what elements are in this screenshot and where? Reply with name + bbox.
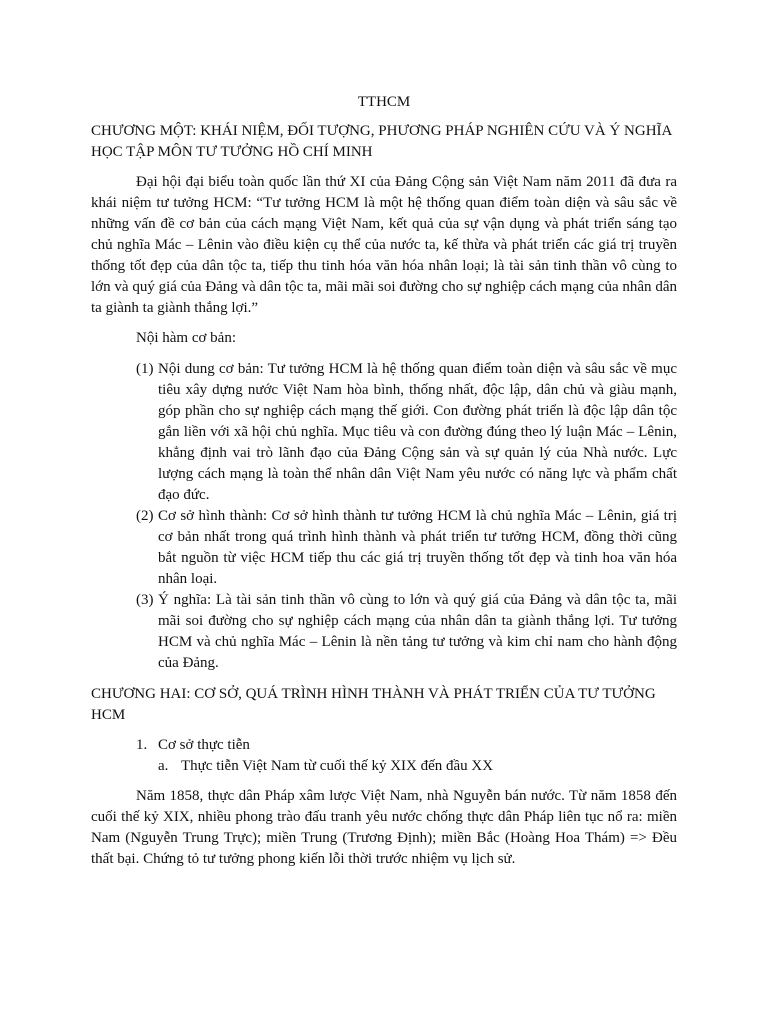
numbered-list <box>91 359 677 674</box>
list-item <box>91 506 677 590</box>
list-item-text: Cơ sở hình thành: Cơ sở hình thành tư tưởng HCM là chủ nghĩa Mác – Lênin, giá trị cơ bản nhất trong quá trình hình thành và phát triển tư tưởng HCM, đồng thời cũng bắt nguồn từ việc HCM tiếp thu các giá trị truyền thống tốt đẹp và tinh hoa văn hóa nhân loại. <box>158 508 677 587</box>
list-item <box>91 590 677 674</box>
chapter-one-heading: CHƯƠNG MỘT: KHÁI NIỆM, ĐỐI TƯỢNG, PHƯƠNG PHÁP NGHIÊN CỨU VÀ Ý NGHĨA HỌC TẬP MÔN TƯ TƯỞNG HỒ CHÍ MINH <box>91 123 672 160</box>
list-number: (1) <box>136 361 154 377</box>
page-title: TTHCM <box>357 94 411 110</box>
list-number: (3) <box>136 592 154 608</box>
noi-ham-label: Nội hàm cơ bản: <box>136 330 236 346</box>
sub-item-1 <box>91 735 677 756</box>
list-item <box>91 359 677 506</box>
list-item-text: Ý nghĩa: Là tài sản tinh thần vô cùng to lớn và quý giá của Đảng và dân tộc ta, mãi mãi soi đường cho sự nghiệp cách mạng của nhân dân ta giành thắng lợi. Tư tưởng HCM và chủ nghĩa Mác – Lênin là nền tảng tư tưởng và kim chỉ nam cho hành động của Đảng. <box>158 592 677 671</box>
list-number: (2) <box>136 508 154 524</box>
sub-section-list <box>91 735 677 777</box>
sub-item-letter: a. <box>158 758 169 774</box>
sub-item-text: Cơ sở thực tiễn <box>158 737 250 753</box>
sub-item-text: Thực tiễn Việt Nam từ cuối thế kỷ XIX đến đầu XX <box>181 758 494 774</box>
sub-item-number: 1. <box>136 737 148 753</box>
sub-item-a <box>91 756 677 777</box>
list-item-text: Nội dung cơ bản: Tư tưởng HCM là hệ thống quan điểm toàn diện và sâu sắc về mục tiêu xây dựng nước Việt Nam hòa bình, thống nhất, độc lập, dân chủ và giàu mạnh, góp phần cho sự nghiệp cách mạng thế giới. Con đường phát triển là độc lập dân tộc gắn liền với xã hội chủ nghĩa. Mục tiêu và con đường đúng theo lý luận Mác – Lênin, khẳng định vai trò lãnh đạo của Đảng Cộng sản và sự quản lý của Nhà nước. Lực lượng cách mạng là toàn thể nhân dân Việt Nam yêu nước có năng lực và phẩm chất đạo đức. <box>158 361 677 503</box>
chapter-two-heading: CHƯƠNG HAI: CƠ SỞ, QUÁ TRÌNH HÌNH THÀNH VÀ PHÁT TRIỂN CỦA TƯ TƯỞNG HCM <box>91 686 656 723</box>
history-paragraph: Năm 1858, thực dân Pháp xâm lược Việt Nam, nhà Nguyễn bán nước. Từ năm 1858 đến cuối thế kỷ XIX, nhiều phong trào đấu tranh yêu nước chống thực dân Pháp liên tục nổ ra: miền Nam (Nguyễn Trung Trực); miền Trung (Trương Định); miền Bắc (Hoàng Hoa Thám) => Đều thất bại. Chứng tỏ tư tưởng phong kiến lỗi thời trước nhiệm vụ lịch sử. <box>91 788 677 867</box>
intro-paragraph: Đại hội đại biểu toàn quốc lần thứ XI của Đảng Cộng sản Việt Nam năm 2011 đã đưa ra khái niệm tư tưởng HCM: “Tư tưởng HCM là một hệ thống quan điểm toàn diện và sâu sắc về những vấn đề cơ bản của cách mạng Việt Nam, kết quả của sự vận dụng và phát triển sáng tạo chủ nghĩa Mác – Lênin vào điều kiện cụ thể của nước ta, kế thừa và phát triển các giá trị truyền thống tốt đẹp của dân tộc ta, tiếp thu tinh hóa văn hóa nhân loại; là tài sản tinh thần vô cùng to lớn và quý giá của Đảng và dân tộc ta, mãi mãi soi đường cho sự nghiệp cách mạng của nhân dân ta giành ta giành thắng lợi.” <box>91 174 677 316</box>
